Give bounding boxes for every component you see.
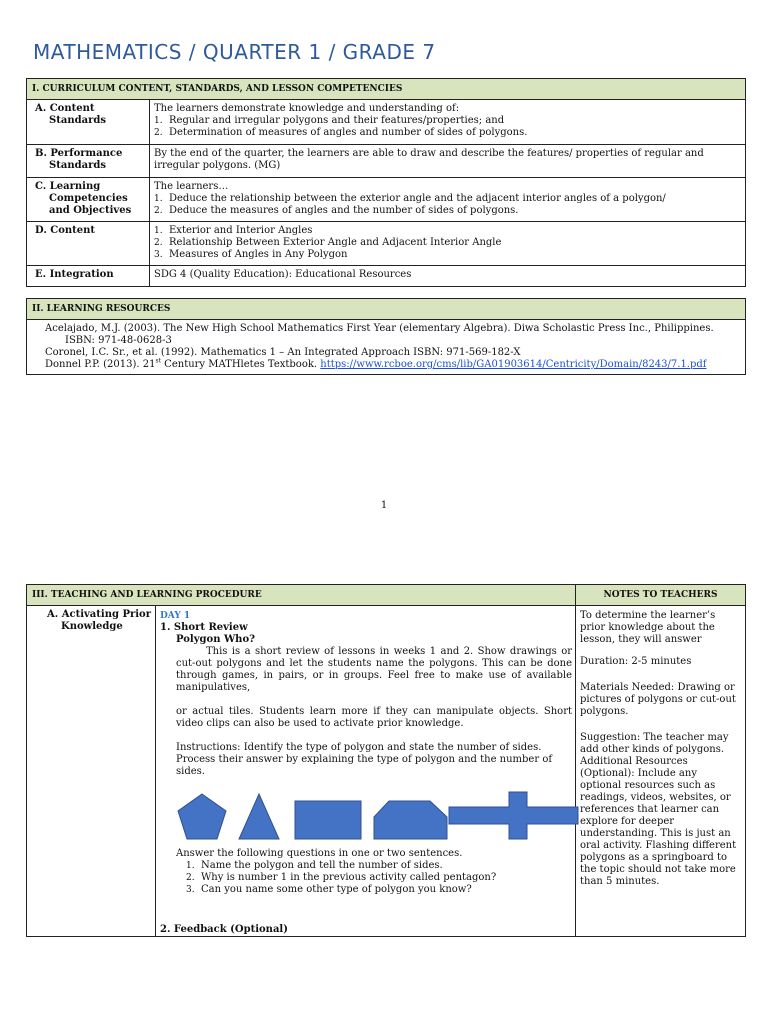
polygon-shapes	[160, 788, 572, 840]
notes-content	[576, 606, 746, 937]
procedure-content	[156, 606, 576, 937]
activating-knowledge-label: A. Activating Prior Knowledge	[27, 606, 156, 937]
paragraph: This is a short review of lessons in weeks 1 and 2. Show drawings or cut-out polygons and let the students name the polygons. This can be done through games, in pairs, or in groups. Feel free to make use of available manipulatives,	[176, 646, 572, 693]
note: To determine the learner’s prior knowledge about the lesson, they will answer	[580, 610, 716, 645]
learning-competencies-label: C. Learning Competencies and Objectives	[27, 178, 150, 222]
section-heading: II. LEARNING RESOURCES	[27, 299, 746, 320]
content-value	[150, 222, 746, 266]
list-item: 2. Determination of measures of angles and number of sides of polygons.	[154, 127, 528, 138]
question-item: 3. Can you name some other type of polygon you know?	[186, 884, 472, 895]
performance-standards-label: B. Performance Standards	[27, 145, 150, 178]
question-item: 2. Why is number 1 in the previous activity called pentagon?	[186, 872, 497, 883]
content-label: D. Content	[27, 222, 150, 266]
reference-item: Donnel P.P. (2013). 21st Century MATHletes Textbook. https://www.rcboe.org/cms/lib/GA01903614/Centricity/Domain/8243/7.1.pdf	[45, 357, 707, 370]
triangle-shape	[239, 794, 279, 839]
list-item: 1. Regular and irregular polygons and their features/properties; and	[154, 115, 505, 126]
day-label: DAY 1	[160, 611, 191, 621]
list-item: 2. Deduce the measures of angles and the number of sides of polygons.	[154, 205, 519, 216]
note: Materials Needed: Drawing or pictures of polygons or cut-out polygons.	[580, 682, 736, 717]
learning-resources-table	[26, 298, 746, 375]
curriculum-table	[26, 78, 746, 287]
cross-shape	[449, 792, 578, 839]
pentagon-shape	[178, 794, 226, 839]
reference-item: Acelajado, M.J. (2003). The New High School Mathematics First Year (elementary Algebra). Diwa Scholastic Press Inc., Philippines. ISBN: 971-48-0628-3	[45, 323, 714, 346]
rectangle-shape	[295, 801, 361, 839]
note: Duration: 2-5 minutes	[580, 656, 692, 667]
page-number: 1	[380, 500, 388, 511]
notes-heading: NOTES TO TEACHERS	[576, 585, 746, 606]
integration-value: SDG 4 (Quality Education): Educational Resources	[150, 266, 746, 287]
step-heading: 1. Short Review	[160, 622, 248, 633]
list-item: 1. Exterior and Interior Angles	[154, 225, 313, 236]
references-list	[27, 320, 746, 375]
list-item: 2. Relationship Between Exterior Angle and Adjacent Interior Angle	[154, 237, 502, 248]
reference-link[interactable]: https://www.rcboe.org/cms/lib/GA01903614/Centricity/Domain/8243/7.1.pdf	[320, 359, 707, 370]
section-heading: III. TEACHING AND LEARNING PROCEDURE	[27, 585, 576, 606]
content-standards-label: A. Content Standards	[27, 100, 150, 145]
note: Suggestion: The teacher may add other kinds of polygons. Additional Resources (Optional): Include any optional resources such as readings, videos, websites, or references that learner can explore for deeper understanding. This is just an oral activity. Flashing different polygons as a springboard to the topic should not take more than 5 minutes.	[580, 732, 737, 887]
hexagon-shape	[374, 801, 447, 839]
reference-item: Coronel, I.C. Sr., et al. (1992). Mathematics 1 – An Integrated Approach ISBN: 971-569-182-X	[45, 347, 521, 358]
question-item: 1. Name the polygon and tell the number of sides.	[186, 860, 443, 871]
integration-label: E. Integration	[27, 266, 150, 287]
teaching-procedure-table	[26, 584, 746, 937]
content-standards-value: The learners demonstrate knowledge and understanding of: 1. Regular and irregular polygons and their features/properties; and 2. Determination of measures of angles and number of sides of polygons.	[150, 100, 746, 145]
list-item: 1. Deduce the relationship between the exterior angle and the adjacent interior angles of a polygon/	[154, 193, 666, 204]
document-title: MATHEMATICS / QUARTER 1 / GRADE 7	[33, 40, 436, 64]
performance-standards-value: By the end of the quarter, the learners are able to draw and describe the features/ properties of regular and irregular polygons. (MG)	[150, 145, 746, 178]
list-item: 3. Measures of Angles in Any Polygon	[154, 249, 348, 260]
questions-intro: Answer the following questions in one or two sentences.	[176, 848, 463, 859]
learning-competencies-value: The learners… 1. Deduce the relationship between the exterior angle and the adjacent interior angles of a polygon/ 2. Deduce the measures of angles and the number of sides of polygons.	[150, 178, 746, 222]
instructions: Instructions: Identify the type of polygon and state the number of sides. Process their answer by explaining the type of polygon and the number of sides.	[176, 742, 553, 777]
activity-title: Polygon Who?	[176, 634, 255, 645]
section-heading: I. CURRICULUM CONTENT, STANDARDS, AND LESSON COMPETENCIES	[27, 79, 746, 100]
step-heading: 2. Feedback (Optional)	[160, 924, 288, 935]
paragraph: or actual tiles. Students learn more if they can manipulate objects. Short video clips can also be used to activate prior knowledge.	[176, 706, 572, 729]
